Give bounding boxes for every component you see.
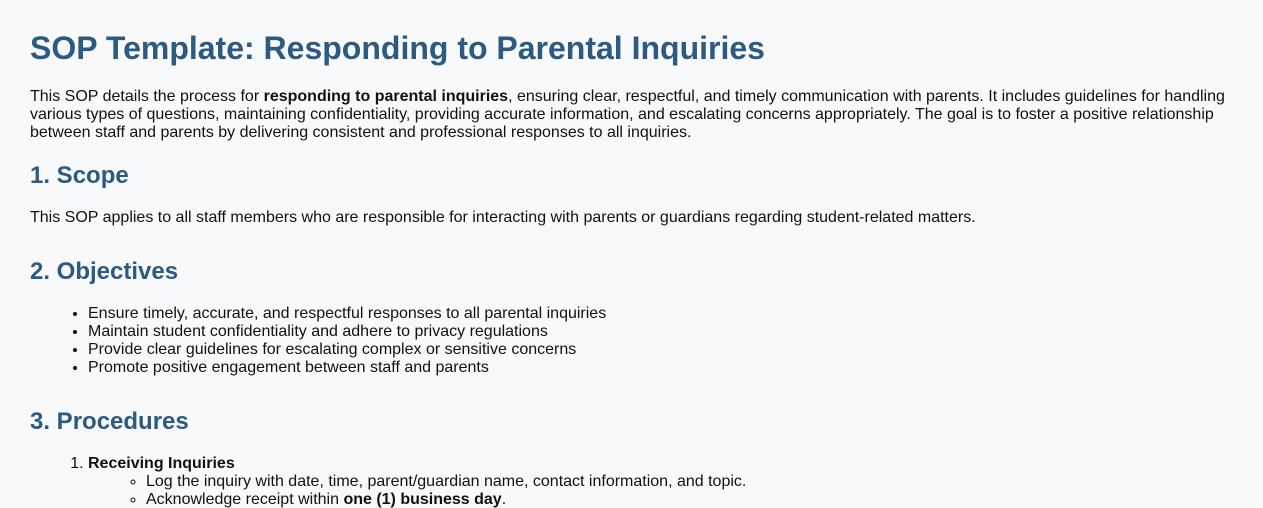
- procedure-step: [88, 455, 746, 508]
- intro-paragraph: [30, 88, 1235, 142]
- procedure-substep: [146, 491, 746, 508]
- objectives-list: [30, 305, 606, 377]
- objectives-heading: 2. Objectives: [30, 258, 179, 285]
- intro-text-start: This SOP details the process for: [30, 88, 264, 105]
- intro-text-bold: responding to parental inquiries: [263, 88, 509, 105]
- intro-text-end: , ensuring clear, respectful, and timely communication with parents. It includes guidelines for handling various types of questions, maintaining confidentiality, providing accurate information, and escalating concerns appropriately. The goal is to foster a positive relationship between staff and parents by delivering consistent and professional responses to all inquiries.: [30, 88, 1225, 141]
- procedures-heading: 3. Procedures: [30, 408, 189, 435]
- procedure-step-title: Receiving Inquiries: [88, 455, 235, 472]
- page-title: SOP Template: Responding to Parental Inquiries: [30, 30, 765, 66]
- procedures-list: [30, 455, 746, 508]
- substep-text-bold: one (1) business day: [343, 491, 502, 508]
- procedure-substep: ◦ Log the inquiry with date, time, parent/guardian name, contact information, and topic.: [146, 473, 746, 491]
- procedure-substeps: [88, 473, 746, 508]
- objective-item: • Provide clear guidelines for escalating complex or sensitive concerns: [88, 341, 606, 359]
- substep-text-end: .: [501, 491, 507, 508]
- objective-item: • Promote positive engagement between staff and parents: [88, 359, 606, 377]
- substep-text-start: Acknowledge receipt within: [146, 491, 344, 508]
- objective-item: • Ensure timely, accurate, and respectful responses to all parental inquiries: [88, 305, 606, 323]
- scope-heading: 1. Scope: [30, 162, 129, 189]
- scope-text: This SOP applies to all staff members who are responsible for interacting with parents or guardians regarding student-related matters.: [30, 209, 976, 226]
- objective-item: • Maintain student confidentiality and adhere to privacy regulations: [88, 323, 606, 341]
